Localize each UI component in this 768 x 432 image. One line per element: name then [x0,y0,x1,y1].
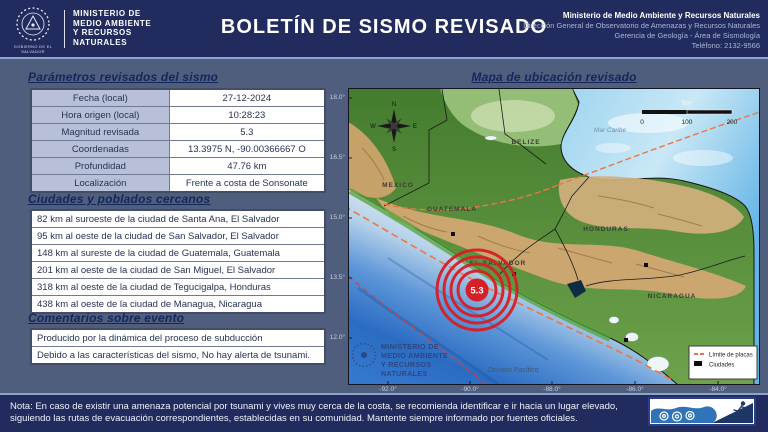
compass-e: E [412,124,418,130]
svg-text:MEDIO AMBIENTE: MEDIO AMBIENTE [381,351,449,360]
label-belize: BELIZE [511,139,541,146]
list-item [31,279,325,296]
svg-text:NATURALES: NATURALES [381,369,428,378]
param-value: 47.76 km [169,158,325,175]
header-bar [0,0,768,57]
ministry-line: MEDIO AMBIENTE [73,18,152,28]
table-row [31,175,325,193]
bulletin-title: BOLETÍN DE SISMO REVISADO [220,16,548,38]
label-mexico: MEXICO [382,182,414,189]
city-distance: 148 km al sureste de la ciudad de Guatemala, Guatemala [31,245,325,262]
map-legend [689,346,757,379]
scale-tick: 0 [640,119,644,126]
lat-tick: 18.0° [329,94,345,101]
svg-text:MINISTERIO DE: MINISTERIO DE [381,342,439,351]
lat-tick: 13.5° [329,274,345,281]
city-distance: 82 km al suroeste de la ciudad de Santa Ana, El Salvador [31,210,325,228]
parameters-table [30,88,326,193]
tsunami-note: Nota: En caso de existir una amenaza potencial por tsunami y vives muy cerca de la costa, se recomienda identificar e ir hacia un lugar elevado, siguiendo las rutas de evacuación correspondientes, establecidas en su comunidad. Mantente siempre informado por fuentes oficiales. [10,401,618,424]
param-label: Localización [31,175,169,193]
city-distance: 318 km al oeste de la ciudad de Tegucigalpa, Honduras [31,279,325,296]
lon-tick: -88.0° [543,386,561,393]
org-line: Dirección General de Observatorio de Amenazas y Recursos Naturales [523,21,760,30]
legend-plate-label: Límite de placas [709,352,753,359]
tsunami-evacuation-sign [648,397,756,426]
svg-text:Y RECURSOS: Y RECURSOS [381,360,432,369]
ministry-line: NATURALES [73,37,128,47]
param-label: Coordenadas [31,141,169,158]
lon-tick: -92.0° [379,386,397,393]
header-separator [0,57,768,59]
ministry-line: Y RECURSOS [73,28,132,38]
comments-heading: Comentarios sobre evento [28,311,185,325]
param-label: Magnitud revisada [31,124,169,141]
comments-table [30,328,326,365]
magnitude-value: 5.3 [470,285,484,297]
table-row [31,141,325,158]
list-item [31,210,325,228]
location-map [348,88,760,385]
scale-tick: 100 [681,119,693,126]
label-guatemala: GUATEMALA [426,206,478,213]
city-distance: 438 km al oeste de la ciudad de Managua, Nicaragua [31,296,325,314]
list-item [31,228,325,245]
param-value: Frente a costa de Sonsonate [169,175,325,193]
org-line: Gerencia de Geología - Área de Sismología [614,31,760,40]
lat-tick: 15.0° [329,214,345,221]
table-row [31,124,325,141]
seal-caption: GOBIERNO DE EL SALVADOR [13,44,53,54]
city-distance: 95 km al oeste de la ciudad de San Salvador, El Salvador [31,228,325,245]
legend-city-square-icon [694,361,702,366]
scale-tick: 200 [726,119,738,126]
lon-tick: -84.0° [709,386,727,393]
parameters-heading: Parámetros revisados del sismo [28,70,219,84]
table-row [31,89,325,107]
label-oceano-pacifico: Océano Pacífico [487,367,539,374]
param-value: 13.3975 N, -90.00366667 O [169,141,325,158]
ministry-line: MINISTERIO DE [73,9,141,18]
param-label: Fecha (local) [31,89,169,107]
lat-tick: 12.0° [329,334,345,341]
compass-s: S [391,147,397,153]
cities-heading: Ciudades y poblados cercanos [28,192,211,206]
scale-unit: km [681,100,693,107]
list-item [31,245,325,262]
comment-text: Debido a las características del sismo, No hay alerta de tsunami. [31,347,325,365]
org-block [523,11,760,51]
tsunami-evacuation-icon [650,399,754,424]
list-item [31,329,325,347]
label-nicaragua: NICARAGUA [647,293,697,300]
param-value: 27-12-2024 [169,89,325,107]
map-heading: Mapa de ubicación revisado [471,70,637,84]
label-el-salvador: EL SALVADOR [469,260,527,267]
comment-text: Producido por la dinámica del proceso de subducción [31,329,325,347]
param-label: Profundidad [31,158,169,175]
cities-table [30,209,326,314]
lon-tick: -90.0° [461,386,479,393]
lat-tick: 16.5° [329,154,345,161]
org-phone: Teléfono: 2132-9566 [691,41,760,50]
compass-w: W [370,124,376,130]
legend-cities-label: Ciudades [709,362,735,369]
org-line: Ministerio de Medio Ambiente y Recursos Naturales [562,11,760,20]
param-value: 10:28:23 [169,107,325,124]
table-row [31,107,325,124]
list-item [31,262,325,279]
label-honduras: HONDURAS [583,226,629,233]
param-value: 5.3 [169,124,325,141]
map-canvas [348,88,760,385]
city-distance: 201 km al oeste de la ciudad de San Miguel, El Salvador [31,262,325,279]
label-mar-caribe: Mar Caribe [593,127,627,134]
lon-tick: -86.0° [626,386,644,393]
list-item [31,347,325,365]
param-label: Hora origen (local) [31,107,169,124]
table-row [31,158,325,175]
compass-n: N [391,102,397,108]
